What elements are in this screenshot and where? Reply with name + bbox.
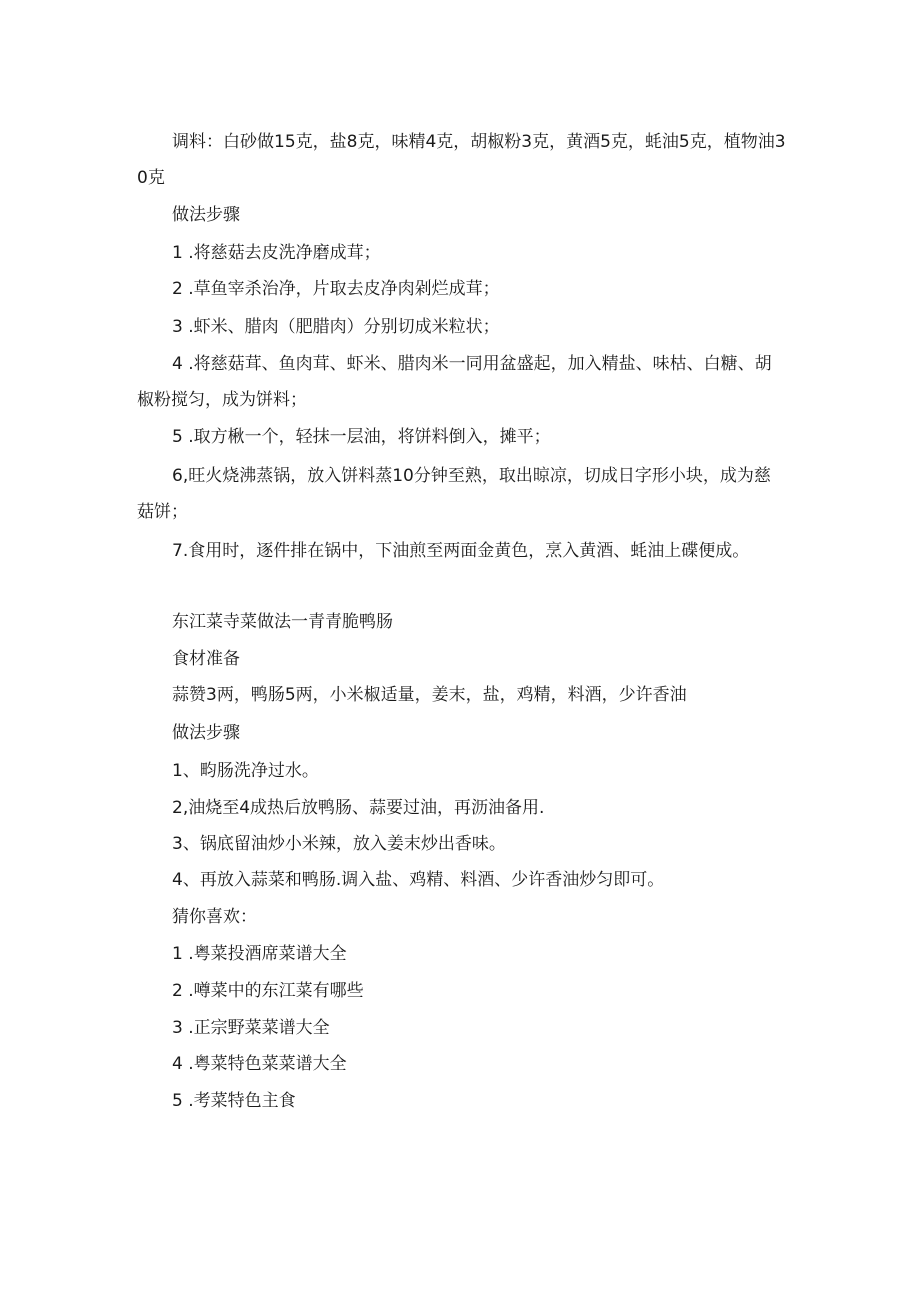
- guess-link-5[interactable]: 5 .考菜特色主食: [172, 1091, 296, 1111]
- step-1-6: 6,旺火烧沸蒸锅，放入饼料蒸10分钟至熟，取出晾凉，切成日字形小块，成为慈菇饼；: [137, 466, 771, 522]
- step-2-3: 3、锅底留油炒小米辣，放入姜末炒出香味。: [172, 834, 506, 854]
- step-1-4: 4 .将慈菇茸、鱼肉茸、虾米、腊肉米一同用盆盛起，加入精盐、味枯、白糖、胡椒粉搅匀，成为饼料；: [137, 354, 772, 410]
- guess-link-3[interactable]: 3 .正宗野菜菜谱大全: [172, 1018, 330, 1038]
- recipe-title-2: 东江菜寺菜做法一青青脆鸭肠: [172, 612, 393, 632]
- step-2-4: 4、再放入蒜菜和鸭肠.调入盐、鸡精、料酒、少许香油炒匀即可。: [172, 870, 665, 890]
- method-heading-2: 做法步骤: [172, 723, 240, 743]
- step-1-7: 7.食用时，逐件排在锅中，下油煎至两面金黄色，烹入黄酒、蚝油上碟便成。: [172, 541, 750, 561]
- step-2-1: 1、畇肠洗净过水。: [172, 761, 319, 781]
- step-2-2: 2,油烧至4成热后放鸭肠、蒜要过油，再沥油备用.: [172, 798, 545, 818]
- step-1-5: 5 .取方楸一个，轻抹一层油，将饼料倒入，摊平；: [172, 427, 551, 447]
- step-1-2: 2 .草鱼宰杀治净，片取去皮净肉剁烂成茸；: [172, 279, 500, 299]
- seasoning-paragraph: 调料：白砂做15克，盐8克，味精4克，胡椒粉3克，黄酒5克，蚝油5克，植物油30克: [137, 132, 786, 188]
- ingredients-heading: 食材准备: [172, 649, 240, 669]
- guess-link-2[interactable]: 2 .噂菜中的东江菜有哪些: [172, 981, 364, 1001]
- guess-link-1[interactable]: 1 .粤菜投酒席菜谱大全: [172, 944, 347, 964]
- guess-heading: 猜你喜欢：: [172, 907, 257, 927]
- method-heading-1: 做法步骤: [172, 205, 240, 225]
- ingredients-line: 蒜赞3两，鸭肠5两，小米椒适量，姜末，盐，鸡精，料酒，少许香油: [172, 685, 687, 705]
- step-1-3: 3 .虾米、腊肉（肥腊肉）分别切成米粒状；: [172, 317, 500, 337]
- guess-link-4[interactable]: 4 .粤菜特色菜菜谱大全: [172, 1054, 347, 1074]
- step-1-1: 1 .将慈菇去皮洗净磨成茸；: [172, 243, 381, 263]
